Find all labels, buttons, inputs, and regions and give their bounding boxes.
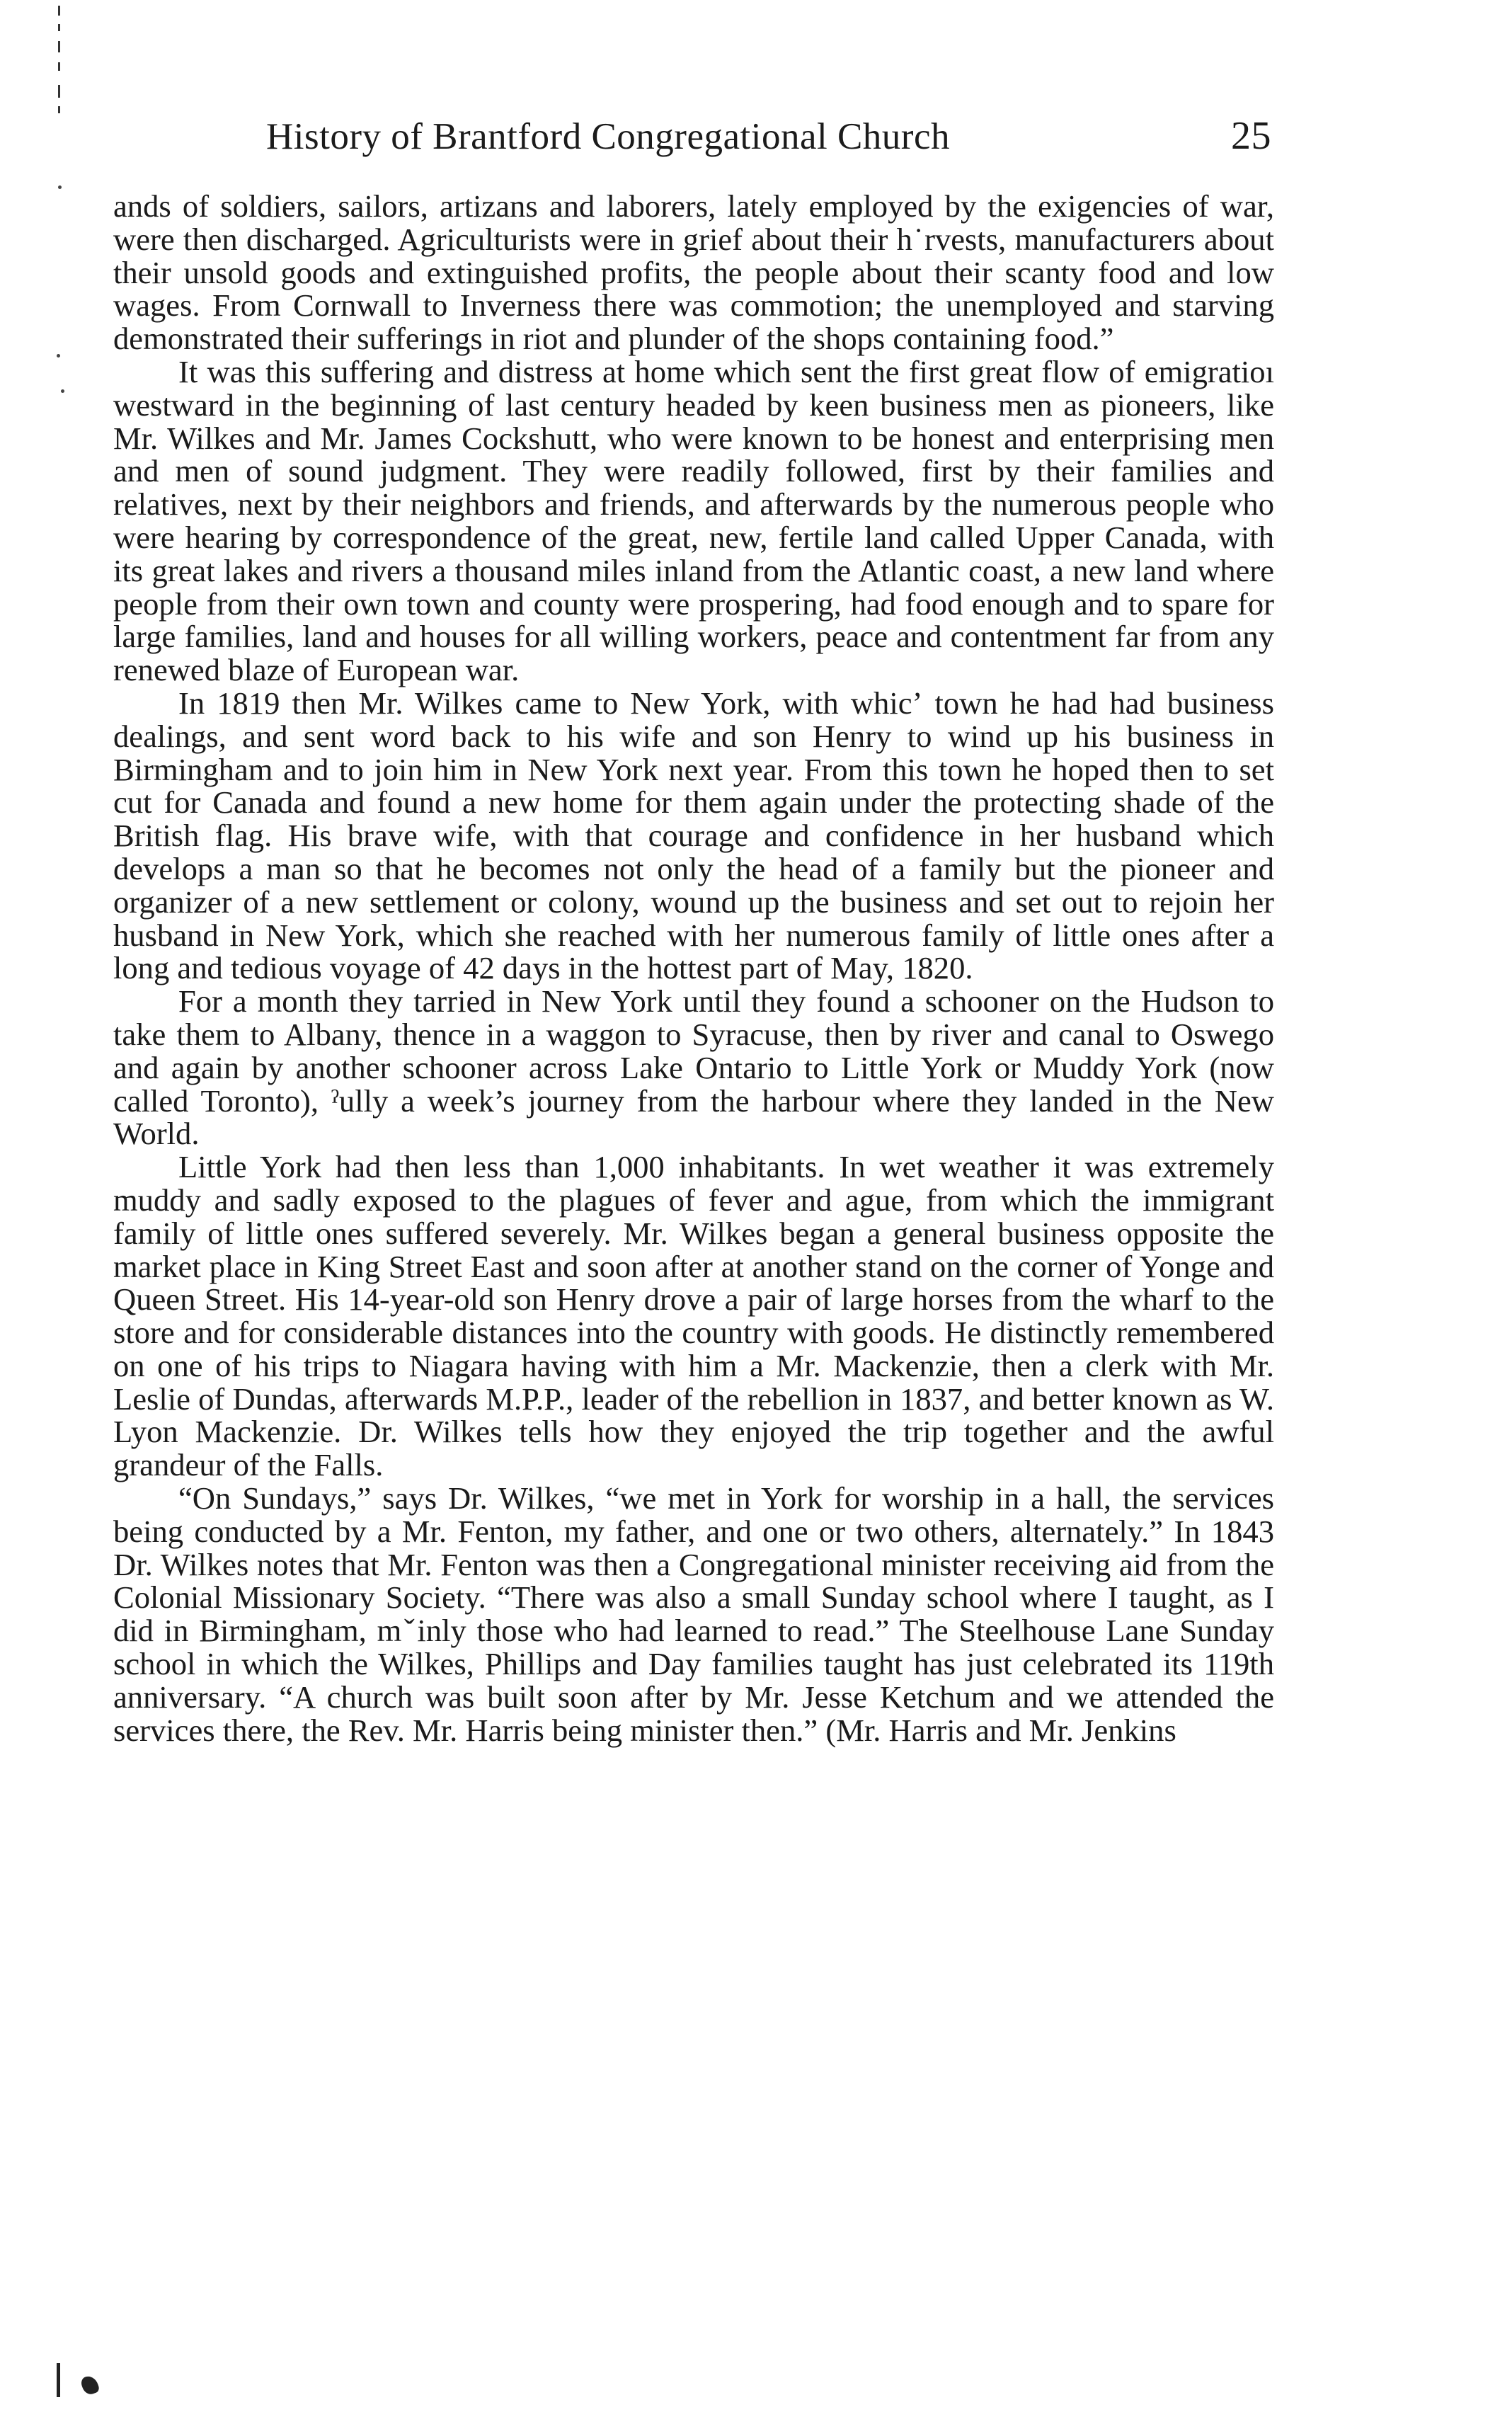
paragraph: It was this suffering and distress at home which sent the first great flow of emigratioı westward in the beginning of last century headed by keen business men as pioneers, like Mr. Wilkes and Mr. James Cockshutt, who were known to be honest and enterprising men and men of sound judgment. They were readily followed, first by their families and relatives, next by their neighbors and friends, and afterwards by the numerous people who were hearing by correspondence of the great, new, fertile land called Upper Canada, with its great lakes and rivers a thousand miles inland from the Atlantic coast, a new land where people from their own town and county were prospering, had food enough and to spare for large families, land and houses for all willing workers, peace and contentment far from any renewed blaze of European war.: [113, 353, 1274, 688]
scan-corner-mark: [57, 2357, 106, 2400]
running-header: [266, 113, 1271, 170]
margin-speck: [58, 185, 62, 189]
page-number: 25: [1231, 114, 1271, 158]
paragraph: ands of soldiers, sailors, artizans and laborers, lately employed by the exigencies of war, were then discharged. Agriculturists were in grief about their h˙rvests, manufacturers about their unsold goods and extinguished profits, the people about their scanty food and low wages. From Cornwall to Inverness there was commotion; the unemployed and starving demonstrated their sufferings in riot and plunder of the shops containing food.”: [113, 188, 1274, 357]
paragraph: In 1819 then Mr. Wilkes came to New York, with whicʼ town he had had business dealings, and sent word back to his wife and son Henry to wind up his business in Birmingham and to join him in New York next year. From this town he hoped then to set cut for Canada and found a new home for them again under the protecting shade of the British flag. His brave wife, with that courage and confidence in her husband which develops a man so that he becomes not only the head of a family but the pioneer and organizer of a new settlement or colony, wound up the business and set out to rejoin her husband in New York, which she reached with her numerous family of little ones after a long and tedious voyage of 42 days in the hottest part of May, 1820.: [113, 685, 1274, 986]
paragraph: Little York had then less than 1,000 inhabitants. In wet weather it was extremely muddy and sadly exposed to the plagues of fever and ague, from which the immigrant family of little ones suffered severely. Mr. Wilkes began a general business opposite the market place in King Street East and soon after at another stand on the corner of Yonge and Queen Street. His 14-year-old son Henry drove a pair of large horses from the wharf to the store and for considerable distances into the country with goods. He distinctly remembered on one of his trips to Niagara having with him a Mr. Mackenzie, then a clerk with Mr. Leslie of Dundas, afterwards M.P.P., leader of the rebellion in 1837, and better known as W. Lyon Mackenzie. Dr. Wilkes tells how they enjoyed the trip together and the awful grandeur of the Falls.: [113, 1149, 1274, 1483]
margin-speck: [61, 389, 64, 393]
paragraph: “On Sundays,” says Dr. Wilkes, “we met in York for worship in a hall, the services being conducted by a Mr. Fenton, my father, and one or two others, alternately.” In 1843 Dr. Wilkes notes that Mr. Fenton was then a Congregational minister receiving aid from the Colonial Missionary Society. “There was also a small Sunday school where I taught, as I did in Birmingham, mˇinly those who had learned to read.” The Steelhouse Lane Sunday school in which the Wilkes, Phillips and Day families taught has just celebrated its 119th anniversary. “A church was built soon after by Mr. Jesse Ketchum and we attended the services there, the Rev. Mr. Harris being minister then.” (Mr. Harris and Mr. Jenkins: [113, 1480, 1274, 1748]
paragraph: For a month they tarried in New York until they found a schooner on the Hudson to take them to Albany, thence in a waggon to Syracuse, then by river and canal to Oswego and again by another schooner across Lake Ontario to Little York or Muddy York (now called Toronto), ˀully a week’s journey from the harbour where they landed in the New World.: [113, 983, 1274, 1152]
body-text: [113, 190, 1274, 1747]
margin-speck: [57, 354, 60, 358]
running-title: History of Brantford Congregational Church: [266, 116, 950, 157]
scan-edge-marks: [54, 0, 68, 120]
